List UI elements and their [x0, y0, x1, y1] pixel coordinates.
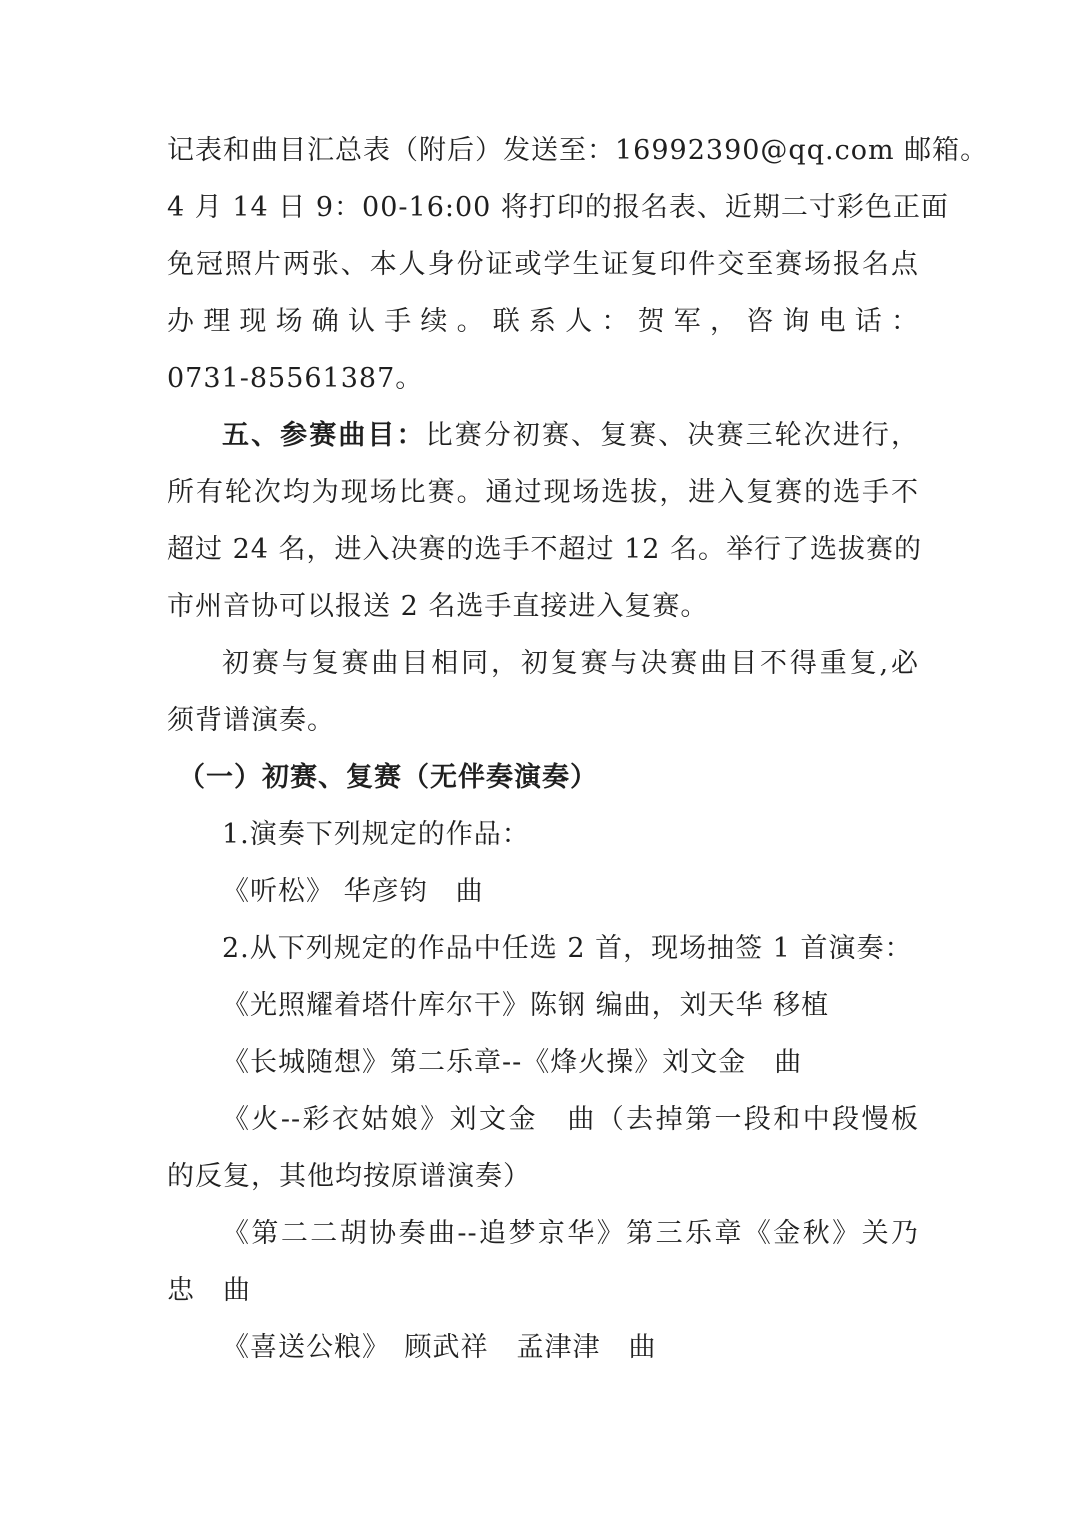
item-2-label: 2.从下列规定的作品中任选 2 首，现场抽签 1 首演奏： — [222, 933, 913, 964]
section-5-heading: 五、参赛曲目： — [222, 420, 426, 451]
work-entry-continuation: 的反复，其他均按原谱演奏） — [167, 1161, 531, 1192]
text-line: 4 月 14 日 9：00-16:00 将打印的报名表、近期二寸彩色正面 — [167, 192, 949, 223]
text-line: 免冠照片两张、本人身份证或学生证复印件交至赛场报名点 — [167, 249, 919, 280]
text-line: 所有轮次均为现场比赛。通过现场选拔，进入复赛的选手不 — [167, 477, 919, 508]
work-entry: 《长城随想》第二乐章--《烽火操》刘文金 曲 — [222, 1047, 803, 1078]
text-line: 0731-85561387。 — [167, 363, 424, 394]
work-entry-continuation: 忠 曲 — [167, 1275, 251, 1306]
text-line: 初赛与复赛曲目相同，初复赛与决赛曲目不得重复,必 — [222, 648, 919, 679]
work-entry: 《喜送公粮》 顾武祥 孟津津 曲 — [222, 1332, 657, 1363]
work-entry: 《光照耀着塔什库尔干》陈钢 编曲，刘天华 移植 — [222, 990, 830, 1021]
subsection-1-heading: （一）初赛、复赛（无伴奏演奏） — [178, 762, 598, 793]
text-line: 市州音协可以报送 2 名选手直接进入复赛。 — [167, 591, 709, 622]
text-line: 记表和曲目汇总表（附后）发送至：16992390@qq.com 邮箱。 — [167, 135, 989, 166]
work-entry: 《火--彩衣姑娘》刘文金 曲（去掉第一段和中段慢板 — [222, 1104, 919, 1135]
text-line: 须背谱演奏。 — [167, 705, 335, 736]
text-line: 办理现场确认手续。联系人：贺军，咨询电话： — [167, 306, 919, 337]
text-line: 超过 24 名，进入决赛的选手不超过 12 名。举行了选拔赛的 — [167, 534, 923, 565]
work-entry: 《听松》 华彦钧 曲 — [222, 876, 484, 907]
section-5-first-line-text: 比赛分初赛、复赛、决赛三轮次进行， — [425, 420, 919, 451]
section-5-first-line — [222, 418, 919, 454]
item-1-label: 1.演奏下列规定的作品： — [222, 819, 530, 850]
work-entry: 《第二二胡协奏曲--追梦京华》第三乐章《金秋》关乃 — [222, 1218, 919, 1249]
